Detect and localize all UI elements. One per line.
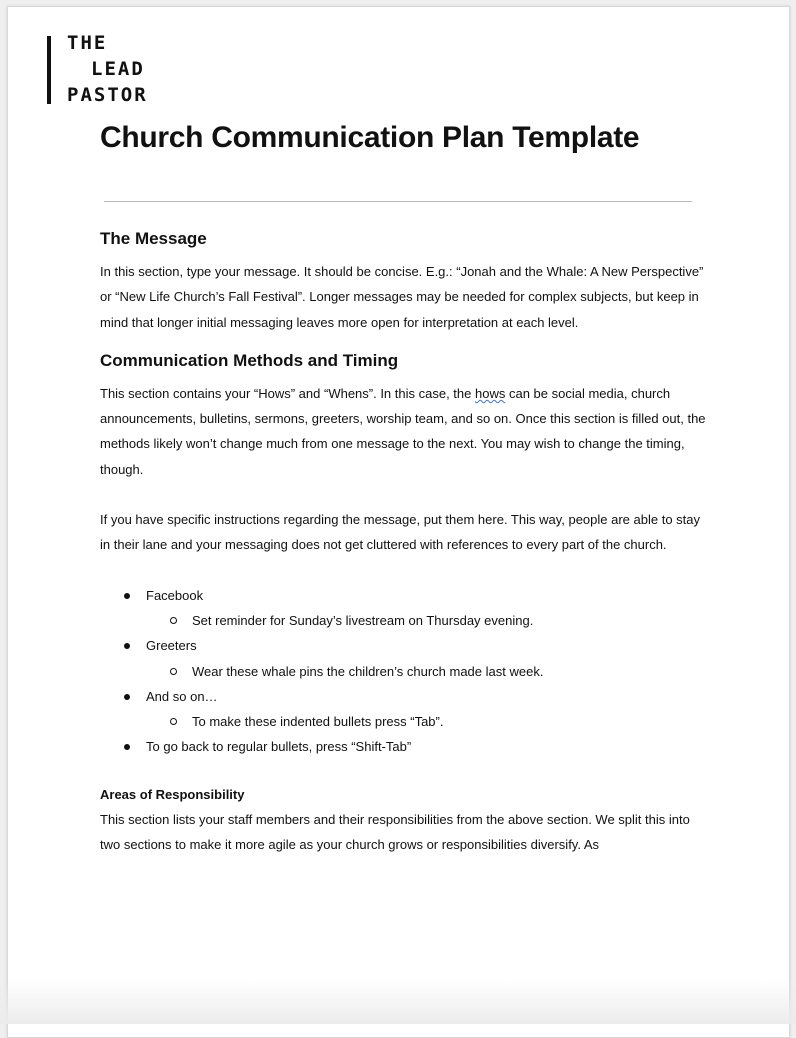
message-paragraph: In this section, type your message. It should be concise. E.g.: “Jonah and the Whale: A New Perspective” or “New Life Church’s Fall Festival”. Longer messages may be needed for complex subjects, but keep in mind that longer initial messaging leaves more open for interpretation at each level. bbox=[100, 264, 704, 330]
methods-paragraph-1-end: can be social media, church announcements, bulletins, sermons, greeters, worship team, and so on. Once this section is filled out, the methods likely won’t change much from one message to the next. You may wish to change the timing, though. bbox=[100, 385, 706, 477]
sub-bullet-label: Wear these whale pins the children’s church made last week. bbox=[192, 663, 544, 679]
logo-line-2: LEAD bbox=[91, 58, 145, 80]
sub-bullet-label: To make these indented bullets press “Tab”. bbox=[192, 714, 444, 730]
logo-line-1: THE bbox=[67, 32, 108, 54]
list-item bbox=[100, 734, 710, 759]
document-title: Church Communication Plan Template bbox=[100, 121, 640, 154]
methods-paragraph-2: If you have specific instructions regarding the message, put them here. This way, people are able to stay in their lane and your messaging does not get cluttered with references to every part of the church. bbox=[100, 512, 701, 553]
page-bottom-shadow bbox=[0, 980, 796, 1024]
list-item bbox=[100, 633, 710, 684]
message-heading: The Message bbox=[100, 229, 207, 248]
logo-line-3: PASTOR bbox=[67, 84, 148, 106]
methods-paragraph-1 bbox=[100, 381, 710, 482]
the-lead-pastor-logo bbox=[47, 34, 187, 106]
list-item bbox=[100, 583, 710, 634]
sub-list-item bbox=[146, 709, 710, 734]
spellcheck-word[interactable]: hows bbox=[475, 385, 506, 401]
methods-heading: Communication Methods and Timing bbox=[100, 350, 399, 370]
sub-list-item bbox=[146, 659, 710, 684]
logo-bar bbox=[47, 36, 51, 104]
bullet-label: And so on… bbox=[146, 688, 218, 704]
document-body bbox=[100, 225, 710, 857]
sub-bullet-label: Set reminder for Sunday’s livestream on Thursday evening. bbox=[192, 612, 534, 628]
bullet-label: Greeters bbox=[146, 638, 197, 654]
methods-bullet-list bbox=[100, 583, 710, 760]
bullet-label: To go back to regular bullets, press “Shift-Tab” bbox=[146, 739, 412, 755]
horizontal-rule bbox=[104, 201, 692, 202]
methods-paragraph-1-start: This section contains your “Hows” and “Whens”. In this case, the bbox=[100, 385, 475, 401]
document-page bbox=[7, 6, 790, 1038]
areas-paragraph: This section lists your staff members and their responsibilities from the above section. We split this into two sections to make it more agile as your church grows or responsibilities diversify. As bbox=[100, 811, 690, 853]
sub-list-item bbox=[146, 608, 710, 633]
areas-heading: Areas of Responsibility bbox=[100, 786, 245, 802]
list-item bbox=[100, 684, 710, 735]
bullet-label: Facebook bbox=[146, 587, 204, 603]
